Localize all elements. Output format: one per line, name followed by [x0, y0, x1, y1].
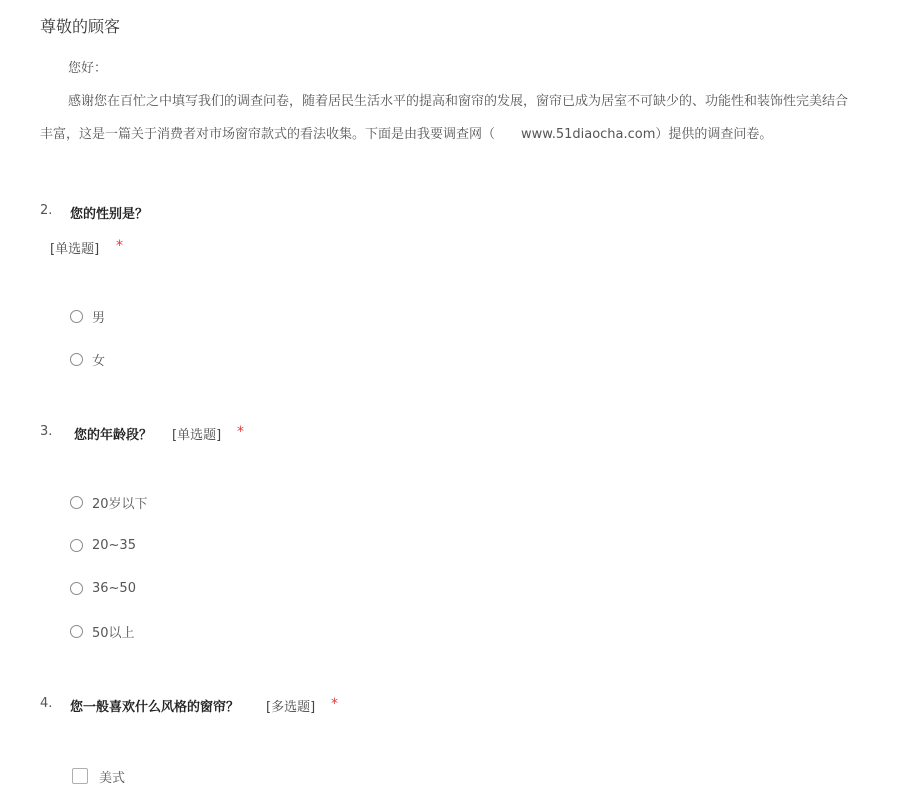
question-3-type: [单选题] [172, 428, 222, 443]
option-label: 50以上 [92, 625, 135, 641]
checkbox[interactable] [72, 768, 88, 784]
radio-button[interactable] [70, 496, 83, 509]
question-3-option-20-35[interactable] [70, 535, 136, 555]
radio-button[interactable] [70, 625, 83, 638]
question-4-type: [多选题] [266, 700, 316, 715]
question-2-option-female[interactable] [70, 349, 105, 369]
question-2-title: 您的性别是？ [70, 207, 149, 222]
question-2-number: 2. [40, 203, 53, 218]
radio-button[interactable] [70, 539, 83, 552]
option-label: 女 [92, 353, 106, 369]
radio-button[interactable] [70, 310, 83, 323]
intro-text-line-2: 丰富，这是一篇关于消费者对市场窗帘款式的看法收集。下面是由我要调查网（ www.51diaocha.com）提供的调查问卷。 [40, 127, 773, 142]
radio-button[interactable] [70, 582, 83, 595]
question-2-required-mark: * [116, 238, 123, 254]
question-4-number: 4. [40, 696, 53, 711]
question-3-option-under-20[interactable] [70, 492, 148, 512]
intro-text-line-1: 感谢您在百忙之中填写我们的调查问卷，随着居民生活水平的提高和窗帘的发展，窗帘已成为居室不可缺少的、功能性和装饰性完美结合 [68, 94, 849, 109]
question-3-option-over-50[interactable] [70, 621, 135, 641]
option-label: 美式 [99, 770, 126, 786]
option-label: 36~50 [92, 580, 136, 596]
option-label: 20~35 [92, 537, 136, 553]
greeting-title: 尊敬的顾客 [40, 17, 121, 36]
question-3-title: 您的年龄段？ [74, 428, 153, 443]
question-4-title: 您一般喜欢什么风格的窗帘？ [70, 700, 240, 715]
option-label: 男 [92, 310, 106, 326]
option-label: 20岁以下 [92, 496, 148, 512]
question-3-required-mark: * [237, 424, 244, 440]
question-4-required-mark: * [331, 696, 338, 712]
question-4-option-american[interactable] [72, 766, 125, 786]
greeting-hello: 您好： [68, 61, 108, 76]
question-2-option-male[interactable] [70, 306, 105, 326]
question-3-option-36-50[interactable] [70, 578, 136, 598]
radio-button[interactable] [70, 353, 83, 366]
question-3-number: 3. [40, 424, 53, 439]
question-2-type: [单选题] [50, 242, 100, 257]
